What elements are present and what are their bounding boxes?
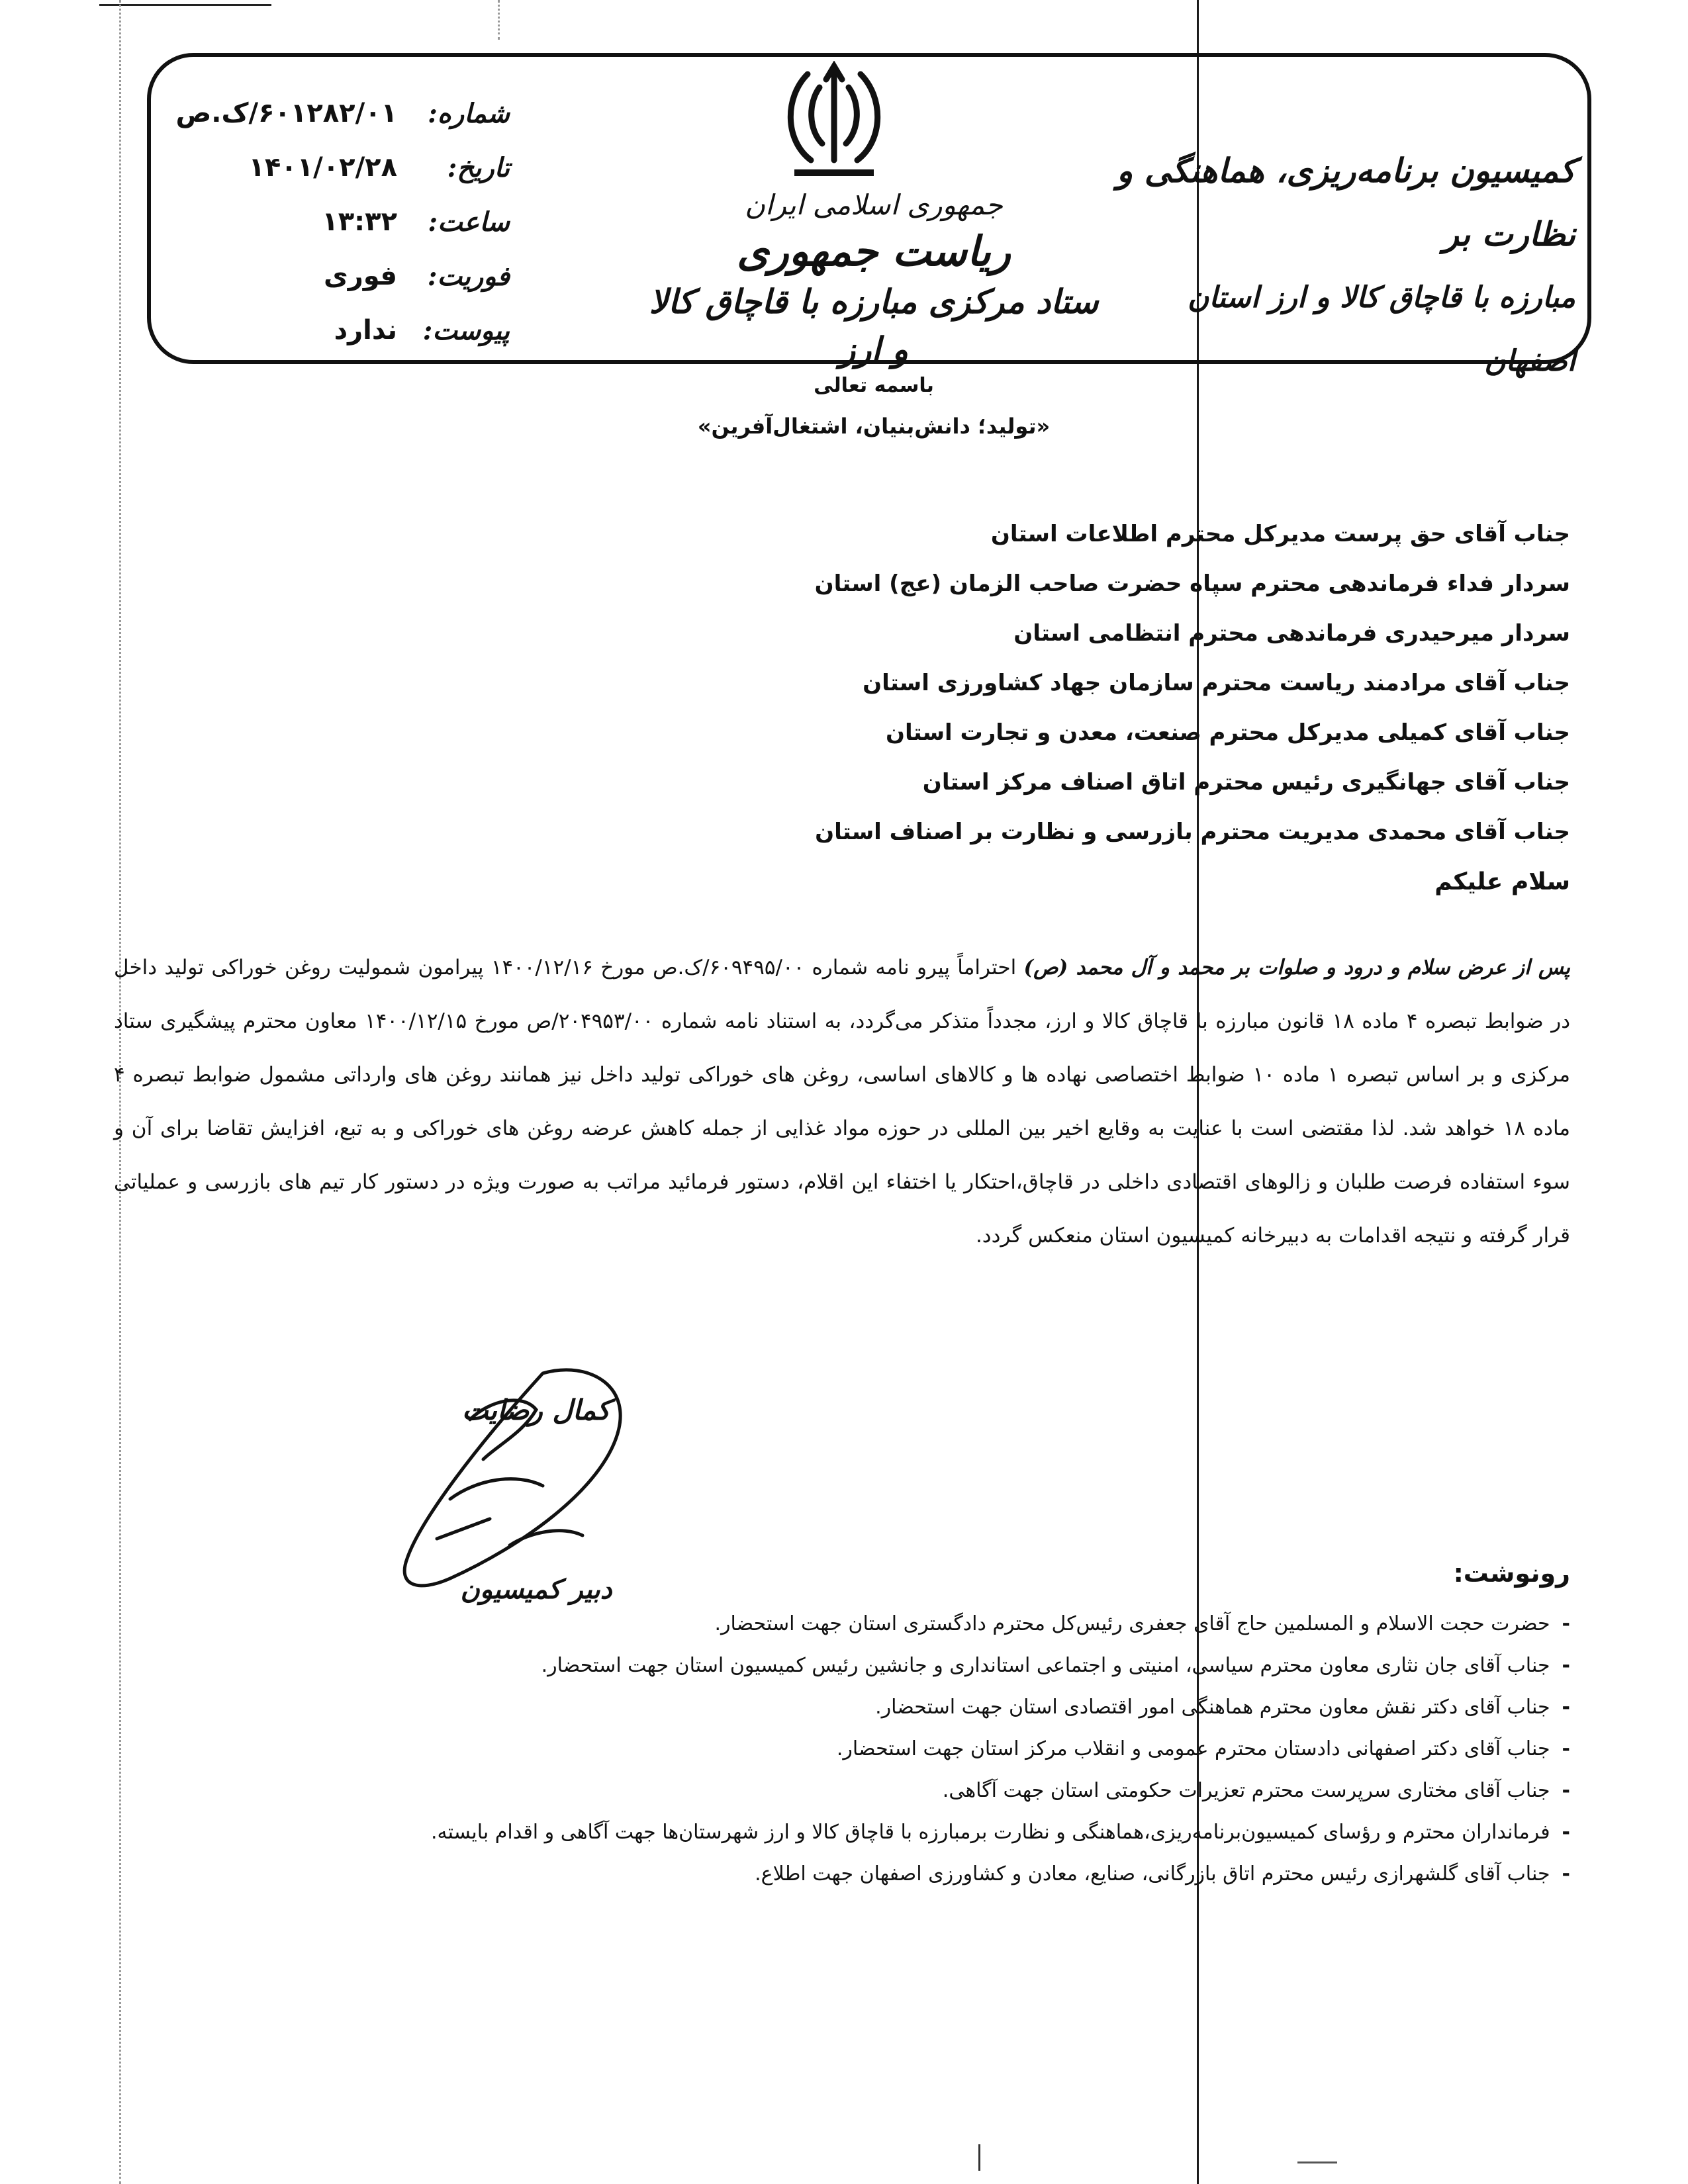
scan-artifact-line <box>99 4 271 6</box>
meta-time <box>165 195 510 249</box>
letter-meta <box>165 86 510 357</box>
cc-item: -جناب آقای مختاری سرپرست محترم تعزیرات حکومتی استان جهت آگاهی. <box>942 1779 1570 1802</box>
meta-value: ۱۴۰۱/۰۲/۲۸ <box>248 152 397 183</box>
invocation: باسمه تعالی <box>814 374 934 397</box>
letterhead-center <box>649 185 1099 373</box>
recipient-list <box>445 510 1570 907</box>
signature-handwritten <box>371 1347 649 1612</box>
recipient-line: جناب آقای کمیلی مدیرکل محترم صنعت، معدن و تجارت استان <box>885 719 1570 746</box>
cc-item-text: حضرت حجت الاسلام و المسلمین حاج آقای جعفری رئیس‌کل محترم دادگستری استان جهت استحضار. <box>714 1612 1550 1635</box>
handwritten-salutation: پس از عرض سلام و درود و صلوات بر محمد و آل محمد (ص) <box>1023 956 1570 979</box>
meta-value: فوری <box>324 261 397 291</box>
meta-urgency <box>165 249 510 303</box>
recipient-line: جناب آقای حق پرست مدیرکل محترم اطلاعات استان <box>990 521 1570 547</box>
recipient-line: سردار فداء فرماندهی محترم سپاه حضرت صاحب الزمان (عج) استان <box>814 570 1570 597</box>
iran-emblem-icon <box>781 61 887 184</box>
cc-item: -جناب آقای گلشهرازی رئیس محترم اتاق بازرگانی، صنایع، معادن و کشاورزی اصفهان جهت اطلاع. <box>755 1862 1570 1886</box>
signature-line-2: دبیر کمیسیون <box>460 1574 612 1605</box>
commission-title <box>1099 139 1575 393</box>
presidency-name: ریاست جمهوری <box>737 227 1011 275</box>
recipient-line: سردار میرحیدری فرماندهی محترم انتظامی استان <box>1013 620 1570 647</box>
recipient-line: جناب آقای مرادمند ریاست محترم سازمان جهاد کشاورزی استان <box>863 670 1570 696</box>
cc-item-text: جناب آقای گلشهرازی رئیس محترم اتاق بازرگانی، صنایع، معادن و کشاورزی اصفهان جهت اطلاع. <box>755 1862 1550 1886</box>
year-slogan: «تولید؛ دانش‌بنیان، اشتغال‌آفرین» <box>697 414 1051 439</box>
scan-mark <box>978 2144 980 2171</box>
meta-label: ساعت: <box>428 206 510 238</box>
cc-title: رونوشت: <box>1453 1559 1570 1588</box>
scan-mark-dash <box>1297 2161 1337 2163</box>
body-paragraph: احتراماً پیرو نامه شماره ۶۰۹۴۹۵/۰۰/ک.ص مورخ ۱۴۰۰/۱۲/۱۶ پیرامون شمولیت روغن خوراکی تولید داخل در ضوابط تبصره ۴ ماده ۱۸ قانون مبارزه با قاچاق کالا و ارز، مجدداً متذکر می‌گردد، به استناد نامه شماره ۲۰۴۹۵۳/۰۰/ص مورخ ۱۴۰۰/۱۲/۱۵ معاون محترم پیشگیری ستاد مرکزی و بر اساس تبصره ۱ ماده ۱۰ ضوابط اختصاصی نهاده ها و کالاهای اساسی، روغن های خوراکی تولید داخل نیز همانند روغن های وارداتی مشمول ضوابط تبصره ۴ ماده ۱۸ خواهد شد. لذا مقتضی است با عنایت به وقایع اخیر بین المللی در حوزه مواد غذایی از جمله کاهش عرضه روغن های خوراکی و به تبع، افزایش تقاضا برای آن و سوء استفاده فرصت طلبان و زالوهای اقتصادی داخلی در قاچاق،احتکار یا اختفاء این اقلام، دستور فرمائید مراتب به صورت ویژه در دستور کار تیم های بازرسی و عملیاتی قرار گرفته و نتیجه اقدامات به دبیرخانه کمیسیون استان منعکس گردد. <box>114 956 1571 1248</box>
state-name: جمهوری اسلامی ایران <box>745 189 1003 221</box>
cc-item-text: جناب آقای جان نثاری معاون محترم سیاسی، امنیتی و اجتماعی استانداری و جانشین رئیس کمیسیون استان جهت استحضار. <box>541 1654 1550 1677</box>
recipient-line: جناب آقای محمدی مدیریت محترم بازرسی و نظارت بر اصناف استان <box>815 819 1570 845</box>
cc-item-text: جناب آقای دکتر اصفهانی دادستان محترم عمومی و انقلاب مرکز استان جهت استحضار. <box>836 1737 1550 1760</box>
cc-item-text: جناب آقای دکتر نقش معاون محترم هماهنگی امور اقتصادی استان جهت استحضار. <box>875 1696 1550 1719</box>
meta-value: ۱۳:۳۲ <box>322 206 397 237</box>
meta-value: ندارد <box>334 315 397 345</box>
cc-item: -جناب آقای دکتر اصفهانی دادستان محترم عمومی و انقلاب مرکز استان جهت استحضار. <box>836 1737 1570 1760</box>
letter-body <box>114 941 1570 1263</box>
scan-dotted-mark <box>498 0 500 40</box>
recipient-line: جناب آقای جهانگیری رئیس محترم اتاق اصناف مرکز استان <box>922 769 1570 796</box>
cc-item: -جناب آقای دکتر نقش معاون محترم هماهنگی امور اقتصادی استان جهت استحضار. <box>875 1696 1570 1719</box>
meta-number <box>165 86 510 140</box>
cc-list <box>81 1603 1570 1895</box>
meta-label: فوریت: <box>427 260 510 292</box>
commission-line-2: مبارزه با قاچاق کالا و ارز استان اصفهان <box>1187 281 1575 378</box>
signature-line-1: کمال رضایت <box>462 1394 610 1426</box>
cc-item-text: فرمانداران محترم و رؤسای کمیسیون‌برنامه‌ریزی،هماهنگی و نظارت برمبارزه با قاچاق کالا و ارز شهرستان‌ها جهت آگاهی و اقدام بایسته. <box>431 1821 1550 1844</box>
meta-attachment <box>165 303 510 357</box>
cc-item: -جناب آقای جان نثاری معاون محترم سیاسی، امنیتی و اجتماعی استانداری و جانشین رئیس کمیسیون استان جهت استحضار. <box>541 1654 1570 1677</box>
meta-date <box>165 140 510 195</box>
meta-label: شماره: <box>428 97 510 129</box>
headquarters-name: ستاد مرکزی مبارزه با قاچاق کالا و ارز <box>649 282 1099 369</box>
commission-line-1: کمیسیون برنامه‌ریزی، هماهنگی و نظارت بر <box>1117 151 1575 253</box>
greeting: سلام علیکم <box>1434 868 1570 895</box>
cc-item-text: جناب آقای مختاری سرپرست محترم تعزیرات حکومتی استان جهت آگاهی. <box>942 1779 1550 1802</box>
meta-label: تاریخ: <box>447 152 510 183</box>
cc-item: -فرمانداران محترم و رؤسای کمیسیون‌برنامه‌ریزی،هماهنگی و نظارت برمبارزه با قاچاق کالا و ارز شهرستان‌ها جهت آگاهی و اقدام بایسته. <box>431 1821 1570 1844</box>
cc-item: -حضرت حجت الاسلام و المسلمین حاج آقای جعفری رئیس‌کل محترم دادگستری استان جهت استحضار. <box>714 1612 1570 1635</box>
meta-value: ۶۰۱۲۸۲/۰۱/ک‌.ص <box>175 98 397 128</box>
meta-label: پیوست: <box>422 314 510 346</box>
